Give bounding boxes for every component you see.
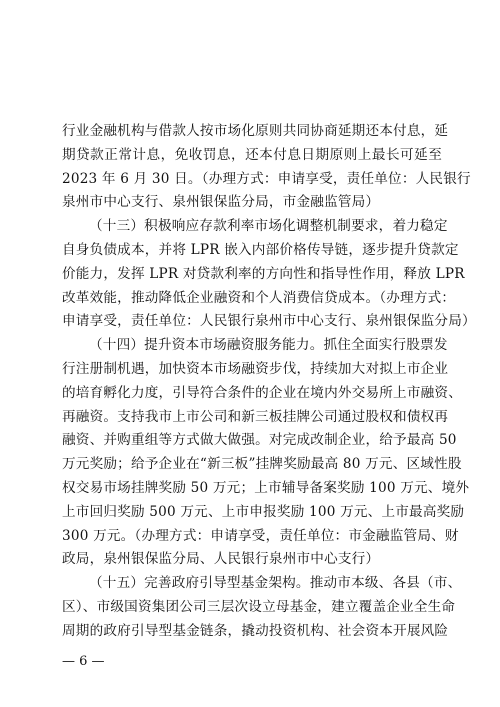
text-line: 期贷款正常计息，免收罚息，还本付息日期原则上最长可延至 [62,146,442,163]
paragraph-14-first-line: （十四）提升资本市场融资服务能力。抓住全面实行股票发 [89,337,448,354]
page-number: — 6 — [62,654,105,669]
text-line: 自身负债成本，并将 LPR 嵌入内部价格传导链，逐步提升贷款定 [62,241,459,258]
text-line: 行注册制机遇，加快资本市场融资步伐，持续加大对拟上市企业 [62,360,449,377]
text-line: 行业金融机构与借款人按市场化原则共同协商延期还本付息，延 [62,123,449,139]
text-line: 上市回归奖励 500 万元、上市申报奖励 100 万元、上市最高奖励 [62,503,465,520]
paragraph-15-first-line: （十五）完善政府引导型基金架构。推动市本级、各县（市、 [89,575,462,592]
text-line: 万元奖励；给予企业在“新三板”挂牌奖励最高 80 万元、区域性股 [62,456,462,473]
text-line: 申请享受，责任单位：人民银行泉州市中心支行、泉州银保监分局） [62,313,476,330]
document-body [62,120,476,644]
text-line: 区）、市级国资集团公司三层次设立母基金，建立覆盖企业全生命 [62,598,456,615]
text-line: 周期的政府引导型基金链条，撬动投资机构、社会资本开展风险 [62,622,449,639]
text-line: 泉州市中心支行、泉州银保监分局，市金融监管局） [62,194,380,211]
text-line: 融资、并购重组等方式做大做强。对完成改制企业，给予最高 50 [62,432,457,449]
paragraph-13-first-line: （十三）积极响应存款利率市场化调整机制要求，着力稳定 [89,218,448,235]
text-line: 300 万元。（办理方式：申请享受，责任单位：市金融监管局、财 [62,527,459,544]
text-line: 2023 年 6 月 30 日。（办理方式：申请享受，责任单位：人民银行 [62,170,471,187]
text-line: 再融资。支持我市上市公司和新三板挂牌公司通过股权和债权再 [62,408,449,425]
text-line: 政局，泉州银保监分局、人民银行泉州市中心支行） [62,551,380,568]
text-line: 价能力，发挥 LPR 对贷款利率的方向性和指导性作用，释放 LPR [62,265,465,282]
text-line: 改革效能，推动降低企业融资和个人消费信贷成本。（办理方式： [62,289,456,306]
text-line: 权交易市场挂牌奖励 50 万元；上市辅导备案奖励 100 万元、境外 [62,479,470,496]
text-line: 的培育孵化力度，引导符合条件的企业在境内外交易所上市融资、 [62,384,463,401]
